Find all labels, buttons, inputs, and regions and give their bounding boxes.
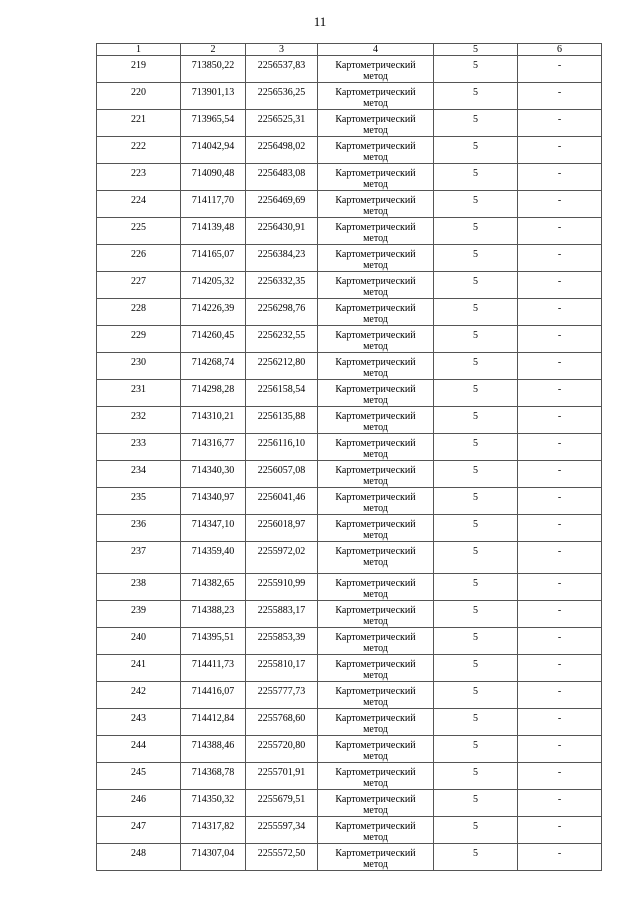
cell-coordinate-x: 714340,30 — [181, 461, 246, 488]
column-header-4: 4 — [318, 44, 434, 56]
cell-coordinate-y: 2256298,76 — [246, 299, 318, 326]
method-line-2: метод — [363, 643, 388, 654]
table-row — [97, 218, 602, 245]
cell-point-number: 230 — [97, 353, 181, 380]
cell-column-5: 5 — [434, 736, 518, 763]
cell-point-number: 242 — [97, 682, 181, 709]
method-line-1: Картометрический — [335, 438, 416, 449]
cell-coordinate-x: 714316,77 — [181, 434, 246, 461]
table-row — [97, 461, 602, 488]
cell-column-6: - — [518, 655, 602, 682]
cell-method — [318, 844, 434, 871]
method-line-2: метод — [363, 616, 388, 627]
cell-point-number: 224 — [97, 191, 181, 218]
cell-method — [318, 353, 434, 380]
cell-method — [318, 709, 434, 736]
cell-method — [318, 655, 434, 682]
cell-column-5: 5 — [434, 790, 518, 817]
coordinates-table — [96, 43, 602, 871]
cell-point-number: 219 — [97, 56, 181, 83]
cell-coordinate-x: 714117,70 — [181, 191, 246, 218]
cell-column-6: - — [518, 515, 602, 542]
cell-coordinate-x: 714307,04 — [181, 844, 246, 871]
cell-method — [318, 488, 434, 515]
cell-column-6: - — [518, 763, 602, 790]
table-row — [97, 380, 602, 407]
cell-method — [318, 110, 434, 137]
method-line-2: метод — [363, 557, 388, 568]
cell-coordinate-y: 2256057,08 — [246, 461, 318, 488]
cell-method — [318, 763, 434, 790]
column-header-3: 3 — [246, 44, 318, 56]
cell-method — [318, 434, 434, 461]
table-row — [97, 434, 602, 461]
cell-coordinate-x: 714412,84 — [181, 709, 246, 736]
cell-coordinate-x: 714298,28 — [181, 380, 246, 407]
method-line-2: метод — [363, 341, 388, 352]
cell-point-number: 241 — [97, 655, 181, 682]
table-row — [97, 164, 602, 191]
cell-coordinate-x: 714388,23 — [181, 601, 246, 628]
method-line-1: Картометрический — [335, 492, 416, 503]
column-header-5: 5 — [434, 44, 518, 56]
method-line-1: Картометрический — [335, 659, 416, 670]
cell-coordinate-y: 2255720,80 — [246, 736, 318, 763]
table-row — [97, 682, 602, 709]
cell-coordinate-x: 714368,78 — [181, 763, 246, 790]
cell-column-5: 5 — [434, 164, 518, 191]
cell-method — [318, 407, 434, 434]
cell-coordinate-y: 2255972,02 — [246, 542, 318, 574]
cell-column-5: 5 — [434, 542, 518, 574]
table-row — [97, 245, 602, 272]
method-line-2: метод — [363, 778, 388, 789]
method-line-1: Картометрический — [335, 330, 416, 341]
cell-column-5: 5 — [434, 326, 518, 353]
method-line-1: Картометрический — [335, 249, 416, 260]
cell-point-number: 229 — [97, 326, 181, 353]
cell-column-6: - — [518, 83, 602, 110]
table-row — [97, 628, 602, 655]
cell-column-6: - — [518, 574, 602, 601]
method-line-1: Картометрический — [335, 276, 416, 287]
cell-column-6: - — [518, 218, 602, 245]
method-line-2: метод — [363, 287, 388, 298]
cell-point-number: 235 — [97, 488, 181, 515]
cell-coordinate-x: 714226,39 — [181, 299, 246, 326]
cell-method — [318, 736, 434, 763]
cell-coordinate-y: 2256384,23 — [246, 245, 318, 272]
table-row — [97, 515, 602, 542]
method-line-2: метод — [363, 71, 388, 82]
column-header-1: 1 — [97, 44, 181, 56]
cell-coordinate-x: 714350,32 — [181, 790, 246, 817]
cell-method — [318, 682, 434, 709]
method-line-1: Картометрический — [335, 546, 416, 557]
cell-point-number: 237 — [97, 542, 181, 574]
cell-coordinate-x: 714395,51 — [181, 628, 246, 655]
cell-point-number: 231 — [97, 380, 181, 407]
cell-column-6: - — [518, 110, 602, 137]
cell-coordinate-y: 2256135,88 — [246, 407, 318, 434]
cell-column-5: 5 — [434, 488, 518, 515]
cell-column-5: 5 — [434, 844, 518, 871]
cell-method — [318, 542, 434, 574]
cell-point-number: 234 — [97, 461, 181, 488]
cell-coordinate-y: 2255910,99 — [246, 574, 318, 601]
method-line-1: Картометрический — [335, 303, 416, 314]
cell-column-5: 5 — [434, 353, 518, 380]
table-row — [97, 137, 602, 164]
method-line-2: метод — [363, 98, 388, 109]
cell-column-5: 5 — [434, 574, 518, 601]
table-row — [97, 110, 602, 137]
cell-column-6: - — [518, 137, 602, 164]
cell-point-number: 222 — [97, 137, 181, 164]
cell-coordinate-x: 713901,13 — [181, 83, 246, 110]
cell-coordinate-x: 714268,74 — [181, 353, 246, 380]
method-line-2: метод — [363, 233, 388, 244]
method-line-2: метод — [363, 724, 388, 735]
cell-coordinate-x: 714359,40 — [181, 542, 246, 574]
method-line-2: метод — [363, 125, 388, 136]
cell-point-number: 232 — [97, 407, 181, 434]
cell-method — [318, 628, 434, 655]
cell-column-5: 5 — [434, 380, 518, 407]
table-header-row — [97, 44, 602, 56]
cell-coordinate-x: 713850,22 — [181, 56, 246, 83]
cell-column-5: 5 — [434, 628, 518, 655]
cell-column-5: 5 — [434, 83, 518, 110]
method-line-1: Картометрический — [335, 632, 416, 643]
method-line-1: Картометрический — [335, 357, 416, 368]
cell-method — [318, 218, 434, 245]
table-row — [97, 736, 602, 763]
cell-coordinate-y: 2256332,35 — [246, 272, 318, 299]
cell-coordinate-y: 2256483,08 — [246, 164, 318, 191]
table-row — [97, 655, 602, 682]
method-line-2: метод — [363, 859, 388, 870]
method-line-1: Картометрический — [335, 60, 416, 71]
column-header-2: 2 — [181, 44, 246, 56]
cell-column-5: 5 — [434, 434, 518, 461]
cell-coordinate-x: 714205,32 — [181, 272, 246, 299]
method-line-2: метод — [363, 503, 388, 514]
cell-method — [318, 137, 434, 164]
method-line-2: метод — [363, 152, 388, 163]
cell-method — [318, 790, 434, 817]
cell-coordinate-y: 2256212,80 — [246, 353, 318, 380]
cell-point-number: 239 — [97, 601, 181, 628]
cell-method — [318, 515, 434, 542]
table-row — [97, 191, 602, 218]
cell-coordinate-x: 714165,07 — [181, 245, 246, 272]
cell-coordinate-y: 2256018,97 — [246, 515, 318, 542]
cell-coordinate-y: 2256232,55 — [246, 326, 318, 353]
cell-coordinate-x: 714411,73 — [181, 655, 246, 682]
method-line-2: метод — [363, 697, 388, 708]
cell-coordinate-y: 2256430,91 — [246, 218, 318, 245]
cell-coordinate-y: 2256525,31 — [246, 110, 318, 137]
method-line-1: Картометрический — [335, 686, 416, 697]
method-line-2: метод — [363, 589, 388, 600]
cell-coordinate-x: 714340,97 — [181, 488, 246, 515]
table-row — [97, 83, 602, 110]
method-line-1: Картометрический — [335, 578, 416, 589]
cell-point-number: 246 — [97, 790, 181, 817]
cell-method — [318, 461, 434, 488]
cell-method — [318, 326, 434, 353]
cell-coordinate-y: 2255810,17 — [246, 655, 318, 682]
cell-coordinate-x: 714347,10 — [181, 515, 246, 542]
table-row — [97, 56, 602, 83]
cell-column-6: - — [518, 434, 602, 461]
cell-column-5: 5 — [434, 461, 518, 488]
cell-column-6: - — [518, 844, 602, 871]
table-row — [97, 326, 602, 353]
table-row — [97, 844, 602, 871]
table-row — [97, 488, 602, 515]
method-line-1: Картометрический — [335, 848, 416, 859]
method-line-2: метод — [363, 530, 388, 541]
cell-point-number: 243 — [97, 709, 181, 736]
cell-coordinate-y: 2255777,73 — [246, 682, 318, 709]
cell-coordinate-x: 713965,54 — [181, 110, 246, 137]
cell-method — [318, 574, 434, 601]
table-row — [97, 353, 602, 380]
cell-column-5: 5 — [434, 682, 518, 709]
method-line-1: Картометрический — [335, 114, 416, 125]
cell-column-5: 5 — [434, 110, 518, 137]
cell-column-6: - — [518, 488, 602, 515]
method-line-1: Картометрический — [335, 821, 416, 832]
table-row — [97, 407, 602, 434]
cell-method — [318, 245, 434, 272]
method-line-1: Картометрический — [335, 767, 416, 778]
table-row — [97, 817, 602, 844]
cell-coordinate-y: 2255853,39 — [246, 628, 318, 655]
method-line-2: метод — [363, 395, 388, 406]
cell-point-number: 244 — [97, 736, 181, 763]
cell-point-number: 221 — [97, 110, 181, 137]
table-row — [97, 709, 602, 736]
cell-point-number: 238 — [97, 574, 181, 601]
method-line-2: метод — [363, 476, 388, 487]
cell-column-6: - — [518, 790, 602, 817]
method-line-1: Картометрический — [335, 222, 416, 233]
cell-coordinate-y: 2256116,10 — [246, 434, 318, 461]
cell-column-5: 5 — [434, 655, 518, 682]
cell-coordinate-y: 2256536,25 — [246, 83, 318, 110]
cell-coordinate-y: 2256041,46 — [246, 488, 318, 515]
cell-column-5: 5 — [434, 601, 518, 628]
cell-coordinate-x: 714310,21 — [181, 407, 246, 434]
cell-coordinate-y: 2255768,60 — [246, 709, 318, 736]
cell-point-number: 240 — [97, 628, 181, 655]
column-header-6: 6 — [518, 44, 602, 56]
cell-coordinate-x: 714042,94 — [181, 137, 246, 164]
cell-column-6: - — [518, 542, 602, 574]
table-row — [97, 763, 602, 790]
cell-method — [318, 380, 434, 407]
method-line-2: метод — [363, 179, 388, 190]
cell-column-6: - — [518, 736, 602, 763]
cell-column-6: - — [518, 164, 602, 191]
cell-column-6: - — [518, 299, 602, 326]
table-row — [97, 574, 602, 601]
cell-point-number: 223 — [97, 164, 181, 191]
cell-column-5: 5 — [434, 299, 518, 326]
cell-column-6: - — [518, 191, 602, 218]
cell-coordinate-y: 2256158,54 — [246, 380, 318, 407]
cell-method — [318, 817, 434, 844]
cell-coordinate-x: 714382,65 — [181, 574, 246, 601]
cell-column-5: 5 — [434, 407, 518, 434]
cell-coordinate-y: 2256537,83 — [246, 56, 318, 83]
method-line-1: Картометрический — [335, 519, 416, 530]
method-line-2: метод — [363, 368, 388, 379]
method-line-2: метод — [363, 314, 388, 325]
cell-column-6: - — [518, 245, 602, 272]
cell-column-6: - — [518, 326, 602, 353]
method-line-2: метод — [363, 805, 388, 816]
cell-coordinate-x: 714416,07 — [181, 682, 246, 709]
cell-coordinate-y: 2255701,91 — [246, 763, 318, 790]
cell-coordinate-x: 714317,82 — [181, 817, 246, 844]
method-line-1: Картометрический — [335, 465, 416, 476]
cell-column-6: - — [518, 817, 602, 844]
cell-coordinate-y: 2256469,69 — [246, 191, 318, 218]
method-line-2: метод — [363, 832, 388, 843]
table-row — [97, 272, 602, 299]
page-number: 11 — [313, 14, 327, 29]
method-line-1: Картометрический — [335, 740, 416, 751]
cell-column-6: - — [518, 601, 602, 628]
cell-method — [318, 83, 434, 110]
method-line-1: Картометрический — [335, 195, 416, 206]
cell-column-5: 5 — [434, 763, 518, 790]
cell-coordinate-y: 2255679,51 — [246, 790, 318, 817]
cell-column-5: 5 — [434, 245, 518, 272]
cell-method — [318, 56, 434, 83]
cell-coordinate-y: 2255597,34 — [246, 817, 318, 844]
cell-column-5: 5 — [434, 272, 518, 299]
cell-coordinate-x: 714388,46 — [181, 736, 246, 763]
cell-point-number: 226 — [97, 245, 181, 272]
cell-method — [318, 299, 434, 326]
method-line-2: метод — [363, 670, 388, 681]
method-line-1: Картометрический — [335, 411, 416, 422]
cell-method — [318, 601, 434, 628]
method-line-1: Картометрический — [335, 384, 416, 395]
cell-column-6: - — [518, 353, 602, 380]
method-line-1: Картометрический — [335, 713, 416, 724]
table-row — [97, 542, 602, 574]
method-line-2: метод — [363, 422, 388, 433]
cell-column-6: - — [518, 407, 602, 434]
cell-column-6: - — [518, 709, 602, 736]
method-line-1: Картометрический — [335, 605, 416, 616]
cell-point-number: 220 — [97, 83, 181, 110]
cell-column-5: 5 — [434, 817, 518, 844]
cell-point-number: 233 — [97, 434, 181, 461]
cell-coordinate-y: 2255572,50 — [246, 844, 318, 871]
cell-column-6: - — [518, 380, 602, 407]
cell-point-number: 248 — [97, 844, 181, 871]
cell-coordinate-x: 714139,48 — [181, 218, 246, 245]
method-line-1: Картометрический — [335, 141, 416, 152]
cell-method — [318, 191, 434, 218]
cell-column-6: - — [518, 272, 602, 299]
method-line-1: Картометрический — [335, 168, 416, 179]
method-line-2: метод — [363, 449, 388, 460]
cell-point-number: 228 — [97, 299, 181, 326]
cell-column-5: 5 — [434, 191, 518, 218]
method-line-2: метод — [363, 751, 388, 762]
cell-coordinate-y: 2256498,02 — [246, 137, 318, 164]
table-row — [97, 601, 602, 628]
cell-point-number: 227 — [97, 272, 181, 299]
method-line-1: Картометрический — [335, 794, 416, 805]
cell-column-6: - — [518, 682, 602, 709]
cell-column-5: 5 — [434, 218, 518, 245]
method-line-2: метод — [363, 206, 388, 217]
cell-point-number: 236 — [97, 515, 181, 542]
cell-point-number: 245 — [97, 763, 181, 790]
cell-coordinate-x: 714260,45 — [181, 326, 246, 353]
cell-coordinate-y: 2255883,17 — [246, 601, 318, 628]
cell-method — [318, 272, 434, 299]
cell-column-6: - — [518, 56, 602, 83]
cell-column-6: - — [518, 461, 602, 488]
table-row — [97, 299, 602, 326]
method-line-1: Картометрический — [335, 87, 416, 98]
cell-column-5: 5 — [434, 709, 518, 736]
cell-coordinate-x: 714090,48 — [181, 164, 246, 191]
cell-column-5: 5 — [434, 56, 518, 83]
cell-column-5: 5 — [434, 515, 518, 542]
method-line-2: метод — [363, 260, 388, 271]
table-row — [97, 790, 602, 817]
cell-method — [318, 164, 434, 191]
cell-column-5: 5 — [434, 137, 518, 164]
cell-point-number: 247 — [97, 817, 181, 844]
cell-point-number: 225 — [97, 218, 181, 245]
cell-column-6: - — [518, 628, 602, 655]
